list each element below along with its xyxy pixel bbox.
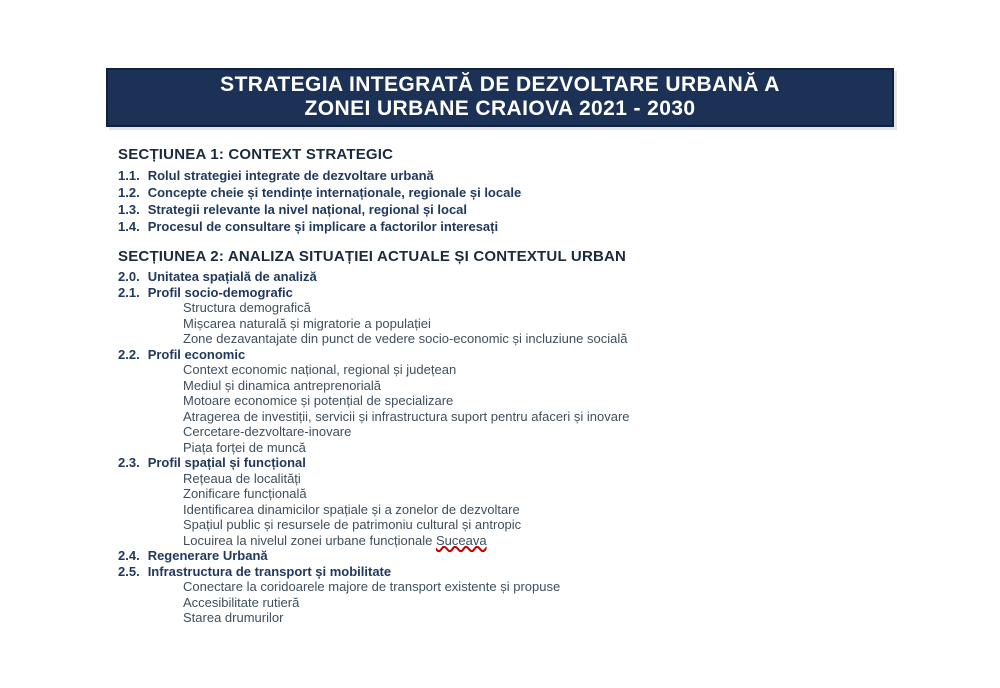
item-label: Spațiul public și resursele de patrimoniu cultural și antropic: [183, 517, 522, 532]
toc-item: [118, 331, 908, 347]
toc-item: [118, 486, 908, 502]
toc-item: [118, 610, 908, 626]
item-number: 1.2.: [118, 185, 140, 200]
item-label: Unitatea spațială de analiză: [147, 269, 317, 284]
toc-item: [118, 409, 908, 425]
item-label: Regenerare Urbană: [147, 548, 268, 563]
item-label: Rolul strategiei integrate de dezvoltare urbană: [147, 168, 434, 183]
item-label: Profil economic: [147, 346, 246, 362]
item-label: Rețeaua de localități: [183, 470, 301, 486]
item-label: Profil spațial și funcțional: [147, 455, 306, 470]
toc-item: [118, 269, 908, 285]
item-number: 1.3.: [118, 202, 140, 217]
item-number: 2.3.: [118, 455, 140, 470]
item-number: 1.4.: [118, 219, 140, 234]
toc-item: [118, 347, 908, 363]
document-title-line-2: ZONEI URBANE CRAIOVA 2021 - 2030: [304, 97, 696, 120]
item-number: 2.4.: [118, 548, 140, 563]
toc-item: [118, 184, 908, 201]
item-label: Identificarea dinamicilor spațiale și a zonelor de dezvoltare: [183, 501, 520, 517]
toc-item: [118, 455, 908, 471]
item-label: Mediul și dinamica antreprenorială: [183, 377, 381, 393]
section-items: [118, 269, 908, 626]
toc-item: [118, 167, 908, 184]
item-number: 2.2.: [118, 346, 140, 362]
item-label: Atragerea de investiții, servicii și infrastructura suport pentru afaceri și inovare: [183, 408, 630, 424]
toc-item: [118, 471, 908, 487]
item-label: Profil socio-demografic: [147, 284, 293, 300]
title-banner: [106, 68, 894, 127]
toc-item: [118, 393, 908, 409]
toc-item: [118, 218, 908, 235]
item-label: Starea drumurilor: [183, 610, 284, 625]
misspelled-word: Suceava: [435, 532, 487, 548]
item-label: Context economic național, regional și județean: [183, 362, 457, 377]
toc-item: [118, 424, 908, 440]
item-number: 2.0.: [118, 269, 140, 284]
toc-item: [118, 316, 908, 332]
toc-item: [118, 502, 908, 518]
toc-item: [118, 579, 908, 595]
toc-item: [118, 285, 908, 301]
item-label: Mișcarea naturală și migratorie a populației: [183, 315, 431, 331]
item-label: Structura demografică: [183, 300, 311, 315]
item-label: Zone dezavantajate din punct de vedere socio-economic și incluziune socială: [183, 331, 628, 346]
table-of-contents: [118, 146, 908, 626]
item-label: Strategii relevante la nivel național, regional și local: [147, 202, 468, 217]
toc-item: [118, 564, 908, 580]
document-title-line-1: STRATEGIA INTEGRATĂ DE DEZVOLTARE URBANĂ A: [220, 73, 780, 96]
item-label: Cercetare-dezvoltare-inovare: [183, 424, 352, 439]
item-label: Locuirea la nivelul zonei urbane funcționale Suceava: [183, 532, 487, 548]
toc-item: [118, 362, 908, 378]
item-label: Concepte cheie și tendințe internaționale, regionale și locale: [147, 185, 522, 200]
toc-item: [118, 595, 908, 611]
item-label: Infrastructura de transport și mobilitate: [147, 563, 392, 579]
item-number: 1.1.: [118, 168, 140, 183]
toc-item: [118, 533, 908, 549]
section-items: [118, 167, 908, 235]
toc-section-2: [118, 248, 908, 626]
section-heading: SECȚIUNEA 2: ANALIZA SITUAȚIEI ACTUALE ȘI CONTEXTUL URBAN: [118, 248, 627, 265]
item-label: Motoare economice și potențial de specializare: [183, 393, 454, 408]
item-label: Accesibilitate rutieră: [183, 594, 300, 610]
item-label: Conectare la coridoarele majore de transport existente și propuse: [183, 579, 561, 594]
toc-item: [118, 548, 908, 564]
item-label: Zonificare funcțională: [183, 486, 307, 501]
item-label: Procesul de consultare și implicare a factorilor interesați: [147, 219, 499, 234]
toc-item: [118, 440, 908, 456]
toc-item: [118, 517, 908, 533]
item-number: 2.1.: [118, 284, 140, 300]
item-number: 2.5.: [118, 563, 140, 579]
toc-item: [118, 300, 908, 316]
item-label: Piața forței de muncă: [183, 439, 306, 455]
section-heading: SECȚIUNEA 1: CONTEXT STRATEGIC: [118, 146, 394, 163]
toc-section-1: [118, 146, 908, 235]
toc-item: [118, 378, 908, 394]
toc-item: [118, 201, 908, 218]
